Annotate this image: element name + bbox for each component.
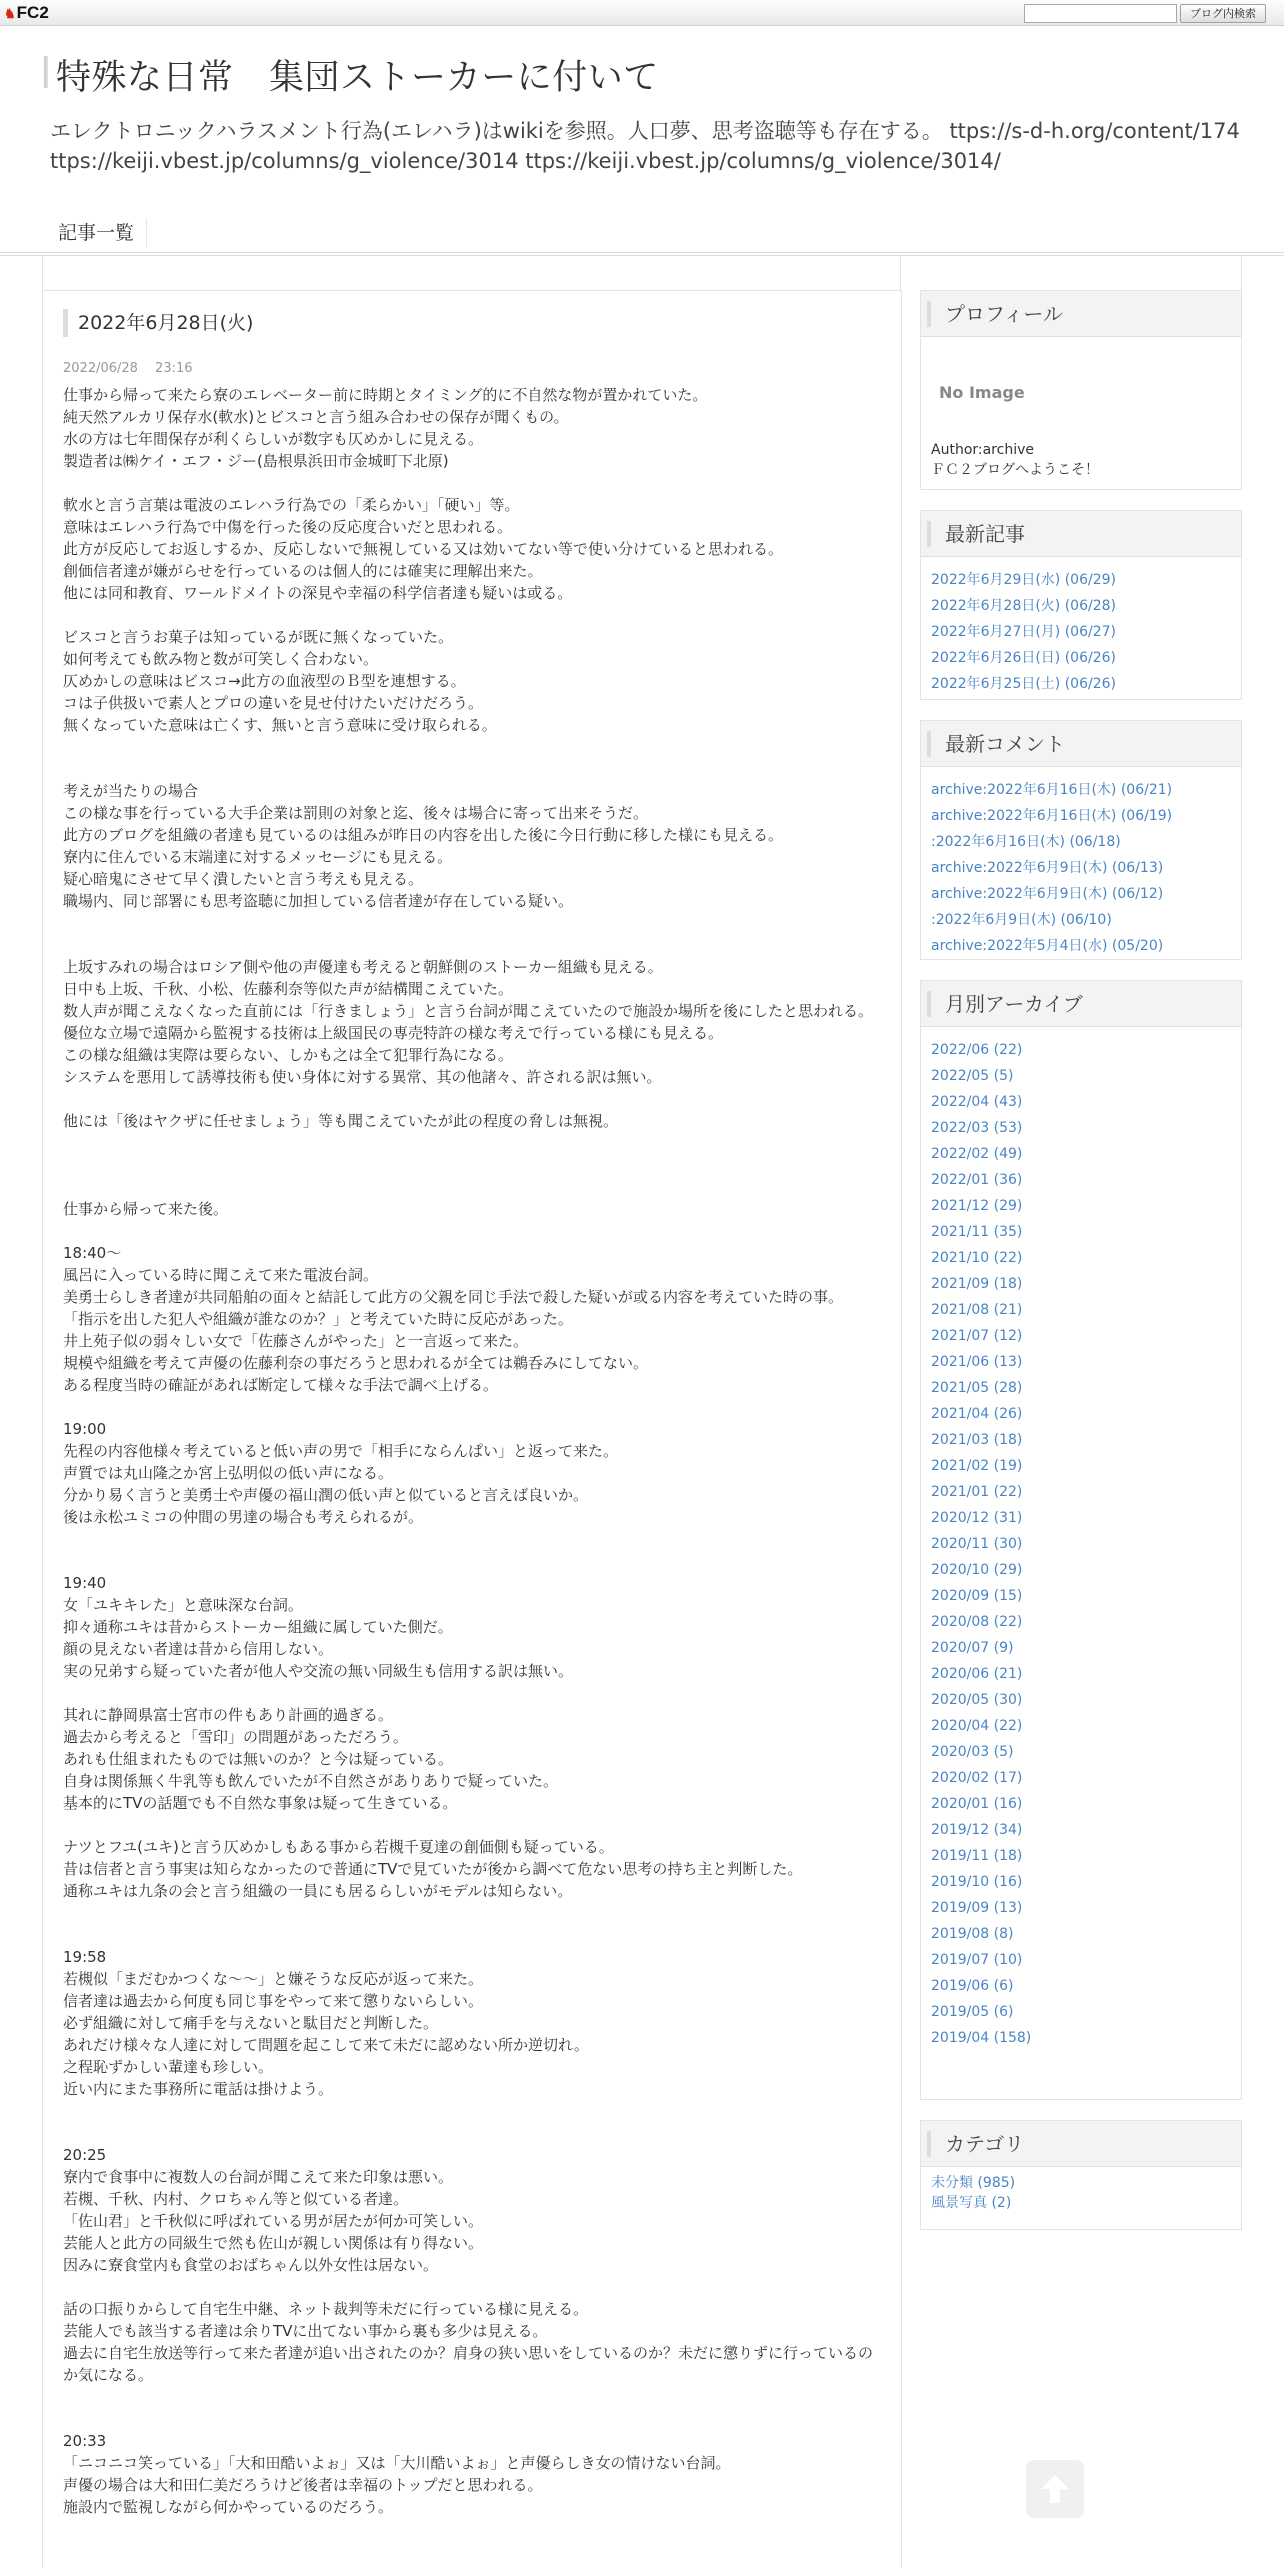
- blog-search-input[interactable]: [1024, 4, 1177, 23]
- post-title-block: [63, 309, 253, 337]
- recent-comments-heading-text: 最新コメント: [945, 732, 1065, 756]
- categories-widget: [920, 2120, 1242, 2230]
- archive-link[interactable]: 2021/05 (28): [931, 1380, 1023, 1396]
- post-line: 19:00: [63, 1420, 107, 1438]
- archive-link[interactable]: 2022/03 (53): [931, 1120, 1023, 1136]
- recent-comments-widget: [920, 720, 1242, 960]
- post-body: [63, 384, 883, 2518]
- post-line: 他には「後はヤクザに任せましょう」等も聞こえていたが此の程度の脅しは無視。: [63, 1112, 619, 1130]
- post-line: 声質では丸山隆之か宮上弘明似の低い声になる。: [63, 1464, 394, 1482]
- archive-link[interactable]: 2021/01 (22): [931, 1484, 1023, 1500]
- archive-link[interactable]: 2020/07 (9): [931, 1640, 1014, 1656]
- post-line: [63, 2386, 883, 2408]
- post-line: [63, 1550, 883, 1572]
- fc2-logo[interactable]: [4, 3, 49, 24]
- archive-link[interactable]: 2020/08 (22): [931, 1614, 1023, 1630]
- archive-link[interactable]: 2021/06 (13): [931, 1354, 1023, 1370]
- post-line: 規模や組織を考えて声優の佐藤利奈の事だろうと思われるが全ては鵜呑みにしてない。: [63, 1354, 649, 1372]
- post-line: システムを悪用して誘導技術も使い身体に対する異常、其の他諸々、許される訳は無い。: [63, 1068, 662, 1086]
- archive-link[interactable]: 2020/01 (16): [931, 1796, 1023, 1812]
- recent-comment-link[interactable]: archive:2022年6月16日(木) (06/19): [931, 808, 1173, 824]
- archive-link[interactable]: 2021/12 (29): [931, 1198, 1023, 1214]
- post-line: [63, 1814, 883, 1836]
- blog-search-button[interactable]: ブログ内検索: [1180, 4, 1266, 23]
- post-line: 後は永松ユミコの仲間の男達の場合も考えられるが。: [63, 1508, 424, 1526]
- post-line: [63, 2276, 883, 2298]
- archive-link[interactable]: 2022/02 (49): [931, 1146, 1023, 1162]
- post-line: 職場内、同じ部署にも思考盗聴に加担している信者達が存在している疑い。: [63, 892, 574, 910]
- category-link[interactable]: 風景写真 (2): [931, 2195, 1012, 2211]
- archive-link[interactable]: 2021/08 (21): [931, 1302, 1023, 1318]
- category-link[interactable]: 未分類 (985): [931, 2175, 1016, 2191]
- blog-description: エレクトロニックハラスメント行為(エレハラ)はwikiを参照。人口夢、思考盗聴等も存在する。 ttps://s-d-h.org/content/174 ttps://keiji.vbest.jp/columns/g_violence/3014 ttps://keiji.vbest.jp/columns/g_violence/3014/: [50, 119, 1240, 173]
- post-line: [63, 2100, 883, 2122]
- recent-post-link[interactable]: 2022年6月25日(土) (06/26): [931, 676, 1116, 692]
- archive-link[interactable]: 2021/11 (35): [931, 1224, 1023, 1240]
- archive-link[interactable]: 2020/04 (22): [931, 1718, 1023, 1734]
- archive-link[interactable]: 2020/11 (30): [931, 1536, 1023, 1552]
- post-line: 之程恥ずかしい輩達も珍しい。: [63, 2058, 274, 2076]
- post-line: 上坂すみれの場合はロシア側や他の声優達も考えると朝鮮側のストーカー組織も見える。: [63, 958, 663, 976]
- post-title[interactable]: 2022年6月28日(火): [78, 312, 254, 334]
- post-line: [63, 1088, 883, 1110]
- recent-posts-heading: [921, 511, 1241, 557]
- recent-comment-link[interactable]: archive:2022年6月16日(木) (06/21): [931, 782, 1173, 798]
- post-line: [63, 1154, 883, 1176]
- post-line: 昔は信者と言う事実は知らなかったので普通にTVで見ていたが後から調べて危ない思考の持ち主と判断した。: [63, 1860, 803, 1878]
- post-line: 実の兄弟すら疑っていた者が他人や交流の無い同級生も信用する訳は無い。: [63, 1662, 574, 1680]
- archives-list: [921, 1027, 1241, 2061]
- categories-list: [921, 2167, 1241, 2223]
- profile-heading-text: プロフィール: [945, 302, 1063, 326]
- archive-link[interactable]: 2019/11 (18): [931, 1848, 1023, 1864]
- archive-link[interactable]: 2019/07 (10): [931, 1952, 1023, 1968]
- post-line: 信者達は過去から何度も同じ事をやって来て懲りないらしい。: [63, 1992, 484, 2010]
- post-line: 20:25: [63, 2146, 107, 2164]
- post-line: 軟水と言う言葉は電波のエレハラ行為での「柔らかい」「硬い」等。: [63, 496, 520, 514]
- post-line: 基本的にTVの話題でも不自然な事象は疑って生きている。: [63, 1794, 458, 1812]
- post-line: 近い内にまた事務所に電話は掛けよう。: [63, 2080, 334, 2098]
- post-line: 無くなっていた意味は亡くす、無いと言う意味に受け取られる。: [63, 716, 497, 734]
- profile-heading: [921, 291, 1241, 337]
- post-line: [63, 1220, 883, 1242]
- profile-greeting: ＦＣ２ブログへようこそ！: [931, 462, 1099, 478]
- post-line: 純天然アルカリ保存水(軟水)とビスコと言う組み合わせの保存が聞くもの。: [63, 408, 569, 426]
- archive-link[interactable]: 2021/03 (18): [931, 1432, 1023, 1448]
- recent-posts-heading-text: 最新記事: [945, 522, 1025, 546]
- archive-link[interactable]: 2021/07 (12): [931, 1328, 1023, 1344]
- post-line: 其れに静岡県富士宮市の件もあり計画的過ぎる。: [63, 1706, 394, 1724]
- post-line: 過去に自宅生放送等行って来た者達が追い出されたのか？肩身の狭い思いをしているのか？未だに懲りずに行っているのか気になる。: [63, 2344, 874, 2384]
- post-line: 女「ユキキレた」と意味深な台詞。: [63, 1596, 303, 1614]
- post-line: 疑心暗鬼にさせて早く潰したいと言う考えも見える。: [63, 870, 424, 888]
- post-line: ある程度当時の確証があれば断定して様々な手法で調べ上げる。: [63, 1376, 499, 1394]
- nav-article-list[interactable]: 記事一覧: [58, 222, 135, 244]
- post-line: 若槻、千秋、内村、クロちゃん等と似ている者達。: [63, 2190, 409, 2208]
- post-line: 寮内に住んでいる末端達に対するメッセージにも見える。: [63, 848, 453, 866]
- heading-accent-bar: [927, 991, 931, 1017]
- post-line: [63, 758, 883, 780]
- post-line: 話の口振りからして自宅生中継、ネット裁判等未だに行っている様に見える。: [63, 2300, 589, 2318]
- post-line: 仕事から帰って来た後。: [63, 1200, 229, 1218]
- post-line: 抑々通称ユキは昔からストーカー組織に属していた側だ。: [63, 1618, 453, 1636]
- archive-link[interactable]: 2019/04 (158): [931, 2030, 1032, 2046]
- recent-post-link[interactable]: 2022年6月29日(水) (06/29): [931, 572, 1116, 588]
- recent-post-link[interactable]: 2022年6月26日(日) (06/26): [931, 650, 1116, 666]
- archive-link[interactable]: 2020/09 (15): [931, 1588, 1023, 1604]
- post-line: [63, 1528, 883, 1550]
- post-line: 分かり易く言うと美勇士や声優の福山潤の低い声と似ていると言えば良いか。: [63, 1486, 589, 1504]
- post-line: [63, 1132, 883, 1154]
- post-line: 寮内で食事中に複数人の台詞が聞こえて来た印象は悪い。: [63, 2168, 454, 2186]
- post-line: 意味はエレハラ行為で中傷を行った後の反応度合いだと思われる。: [63, 518, 512, 536]
- header-band-divider: [900, 256, 901, 290]
- archive-link[interactable]: 2021/09 (18): [931, 1276, 1023, 1292]
- archives-widget: [920, 980, 1242, 2100]
- heading-accent-bar: [927, 2131, 931, 2157]
- post-line: [63, 1682, 883, 1704]
- title-accent-bar: [44, 56, 48, 88]
- blog-title[interactable]: 特殊な日常 集団ストーカーに付いて: [56, 58, 659, 98]
- post-line: 施設内で監視しながら何かやっているのだろう。: [63, 2498, 394, 2516]
- recent-comments-list: [921, 767, 1241, 969]
- archive-link[interactable]: 2021/10 (22): [931, 1250, 1023, 1266]
- archive-link[interactable]: 2020/12 (31): [931, 1510, 1023, 1526]
- fc2-paw-icon: ♞: [4, 6, 16, 21]
- post-line: [63, 472, 883, 494]
- post-line: 此方のブログを組織の者達も見ているのは組みが昨日の内容を出した後に今日行動に移した様にも見える。: [63, 826, 784, 844]
- post-line: [63, 912, 883, 934]
- archive-link[interactable]: 2020/03 (5): [931, 1744, 1014, 1760]
- post-line: 此方が反応してお返しするか、反応しないで無視している又は効いてない等で使い分けていると思われる。: [63, 540, 784, 558]
- archive-link[interactable]: 2022/06 (22): [931, 1042, 1023, 1058]
- post-line: 19:58: [63, 1948, 107, 1966]
- archive-link[interactable]: 2019/09 (13): [931, 1900, 1023, 1916]
- post-line: 顔の見えない者達は昔から信用しない。: [63, 1640, 334, 1658]
- post-line: コは子供扱いで素人とプロの違いを見せ付けたいだけだろう。: [63, 694, 484, 712]
- post-line: [63, 934, 883, 956]
- recent-post-link[interactable]: 2022年6月27日(月) (06/27): [931, 624, 1116, 640]
- post-line: 声優の場合は大和田仁美だろうけど後者は幸福のトップだと思われる。: [63, 2476, 543, 2494]
- post-line: 若槻似「まだむかつくな～～」と嫌そうな反応が返って来た。: [63, 1970, 484, 1988]
- post-line: 通称ユキは九条の会と言う組織の一員にも居るらしいがモデルは知らない。: [63, 1882, 573, 1900]
- post-line: あれだけ様々な人達に対して問題を起こして来て未だに認めない所か逆切れ。: [63, 2036, 589, 2054]
- recent-comment-link[interactable]: :2022年6月16日(木) (06/18): [931, 834, 1121, 850]
- post-line: [63, 2122, 883, 2144]
- post-line: 必ず組織に対して痛手を与えないと駄目だと判断した。: [63, 2014, 439, 2032]
- archive-link[interactable]: 2020/05 (30): [931, 1692, 1023, 1708]
- post-line: 19:40: [63, 1574, 107, 1592]
- recent-comment-link[interactable]: :2022年6月9日(木) (06/10): [931, 912, 1112, 928]
- post-line: 18:40～: [63, 1244, 122, 1262]
- archive-link[interactable]: 2022/04 (43): [931, 1094, 1023, 1110]
- post-line: [63, 1176, 883, 1198]
- recent-comment-link[interactable]: archive:2022年6月9日(木) (06/12): [931, 886, 1164, 902]
- fc2-toolbar: [0, 0, 1284, 26]
- main-column: [42, 290, 902, 2568]
- categories-heading-text: カテゴリ: [945, 2132, 1025, 2156]
- archive-link[interactable]: 2022/01 (36): [931, 1172, 1023, 1188]
- post-line: 「指示を出した犯人や組織が誰なのか？」と考えていた時に反応があった。: [63, 1310, 573, 1328]
- post-line: 如何考えても飲み物と数が可笑しく合わない。: [63, 650, 379, 668]
- post-line: 「佐山君」と千秋似に呼ばれている男が居たが何か可笑しい。: [63, 2212, 484, 2230]
- post-line: 水の方は七年間保存が利くらしいが数字も仄めかしに見える。: [63, 430, 484, 448]
- post-line: この様な事を行っている大手企業は罰則の対象と迄、後々は場合に寄って出来そうだ。: [63, 804, 649, 822]
- post-line: 優位な立場で遠隔から監視する技術は上級国民の専売特許の様な考えで行っている様にも見える。: [63, 1024, 724, 1042]
- archive-link[interactable]: 2019/12 (34): [931, 1822, 1023, 1838]
- recent-posts-list: [921, 557, 1241, 707]
- recent-posts-widget: [920, 510, 1242, 700]
- back-to-top-button[interactable]: [1026, 2460, 1084, 2518]
- recent-comment-link[interactable]: archive:2022年5月4日(水) (05/20): [931, 938, 1164, 954]
- recent-comment-link[interactable]: archive:2022年6月9日(木) (06/13): [931, 860, 1164, 876]
- post-line: [63, 736, 883, 758]
- archives-heading-text: 月別アーカイブ: [945, 992, 1083, 1016]
- post-line: 因みに寮食堂内も食堂のおばちゃん以外女性は居ない。: [63, 2256, 439, 2274]
- post-line: ビスコと言うお菓子は知っているが既に無くなっていた。: [63, 628, 454, 646]
- post-line: [63, 2408, 883, 2430]
- post-line: 自身は関係無く牛乳等も飲んでいたが不自然さがありありで疑っていた。: [63, 1772, 559, 1790]
- archive-link[interactable]: 2019/06 (6): [931, 1978, 1014, 1994]
- post-line: [63, 1396, 883, 1418]
- post-datetime: 2022/06/28 23:16: [63, 361, 193, 376]
- heading-accent-bar: [927, 731, 931, 757]
- archive-link[interactable]: 2019/10 (16): [931, 1874, 1023, 1890]
- post-line: ナツとフユ(ユキ)と言う仄めかしもある事から若槻千夏達の創価側も疑っている。: [63, 1838, 614, 1856]
- post-line: 芸能人でも該当する者達は余りTVに出てない事から裏も多少は見える。: [63, 2322, 548, 2340]
- post-line: 製造者は㈱ケイ・エフ・ジー(島根県浜田市金城町下北原): [63, 452, 449, 470]
- post-line: 他には同和教育、ワールドメイトの深見や幸福の科学信者達も疑いは或る。: [63, 584, 573, 602]
- post-line: 仄めかしの意味はビスコ→此方の血液型のＢ型を連想する。: [63, 672, 466, 690]
- archive-link[interactable]: 2020/02 (17): [931, 1770, 1023, 1786]
- post-line: [63, 1924, 883, 1946]
- post-line: 日中も上坂、千秋、小松、佐藤利奈等似た声が結構聞こえていた。: [63, 980, 514, 998]
- profile-no-image: No Image: [939, 383, 1025, 402]
- archive-link[interactable]: 2021/02 (19): [931, 1458, 1023, 1474]
- heading-accent-bar: [927, 521, 931, 547]
- archive-link[interactable]: 2019/05 (6): [931, 2004, 1014, 2020]
- post-line: この様な組織は実際は要らない、しかも之は全て犯罪行為になる。: [63, 1046, 514, 1064]
- archive-link[interactable]: 2019/08 (8): [931, 1926, 1014, 1942]
- archive-link[interactable]: 2020/10 (29): [931, 1562, 1023, 1578]
- post-line: 「ニコニコ笑っている」「大和田酷いよぉ」又は「大川酷いよぉ」と声優らしき女の情けない台詞。: [63, 2454, 731, 2472]
- header-band: [42, 256, 1242, 290]
- archives-heading: [921, 981, 1241, 1027]
- post-line: 井上苑子似の弱々しい女で「佐藤さんがやった」と一言返って来た。: [63, 1332, 529, 1350]
- nav-divider: [146, 218, 147, 248]
- recent-post-link[interactable]: 2022年6月28日(火) (06/28): [931, 598, 1116, 614]
- fc2-logo-text: FC2: [16, 3, 49, 22]
- post-line: 先程の内容他様々考えていると低い声の男で「相手にならんぱい」と返って来た。: [63, 1442, 619, 1460]
- archive-link[interactable]: 2020/06 (21): [931, 1666, 1023, 1682]
- categories-heading: [921, 2121, 1241, 2167]
- header-divider: [0, 252, 1284, 253]
- post-line: 数人声が聞こえなくなった直前には「行きましょう」と言う台詞が聞こえていたので施設か場所を後にしたと思われる。: [63, 1002, 874, 1020]
- archive-link[interactable]: 2022/05 (5): [931, 1068, 1014, 1084]
- post-line: 20:33: [63, 2432, 107, 2450]
- archive-link[interactable]: 2021/04 (26): [931, 1406, 1023, 1422]
- post-line: 美勇士らしき者達が共同船舶の面々と結託して此方の父親を同じ手法で殺した疑いが或る内容を考えていた時の事。: [63, 1288, 844, 1306]
- profile-author: Author:archive: [931, 442, 1034, 458]
- post-line: [63, 604, 883, 626]
- arrow-up-icon: [1035, 2469, 1075, 2509]
- post-line: 過去から考えると「雪印」の問題があっただろう。: [63, 1728, 408, 1746]
- post-line: 芸能人と此方の同級生で然も佐山が親しい関係は有り得ない。: [63, 2234, 484, 2252]
- post-line: 考えが当たりの場合: [63, 782, 199, 800]
- post-line: 風呂に入っている時に聞こえて来た電波台詞。: [63, 1266, 379, 1284]
- post-line: [63, 1902, 883, 1924]
- post-line: あれも仕組まれたものでは無いのか？と今は疑っている。: [63, 1750, 454, 1768]
- post-line: 創価信者達が嫌がらせを行っているのは個人的には確実に理解出来た。: [63, 562, 543, 580]
- recent-comments-heading: [921, 721, 1241, 767]
- post-line: 仕事から帰って来たら寮のエレベーター前に時期とタイミング的に不自然な物が置かれていた。: [63, 386, 708, 404]
- heading-accent-bar: [927, 301, 931, 327]
- profile-widget: [920, 290, 1242, 490]
